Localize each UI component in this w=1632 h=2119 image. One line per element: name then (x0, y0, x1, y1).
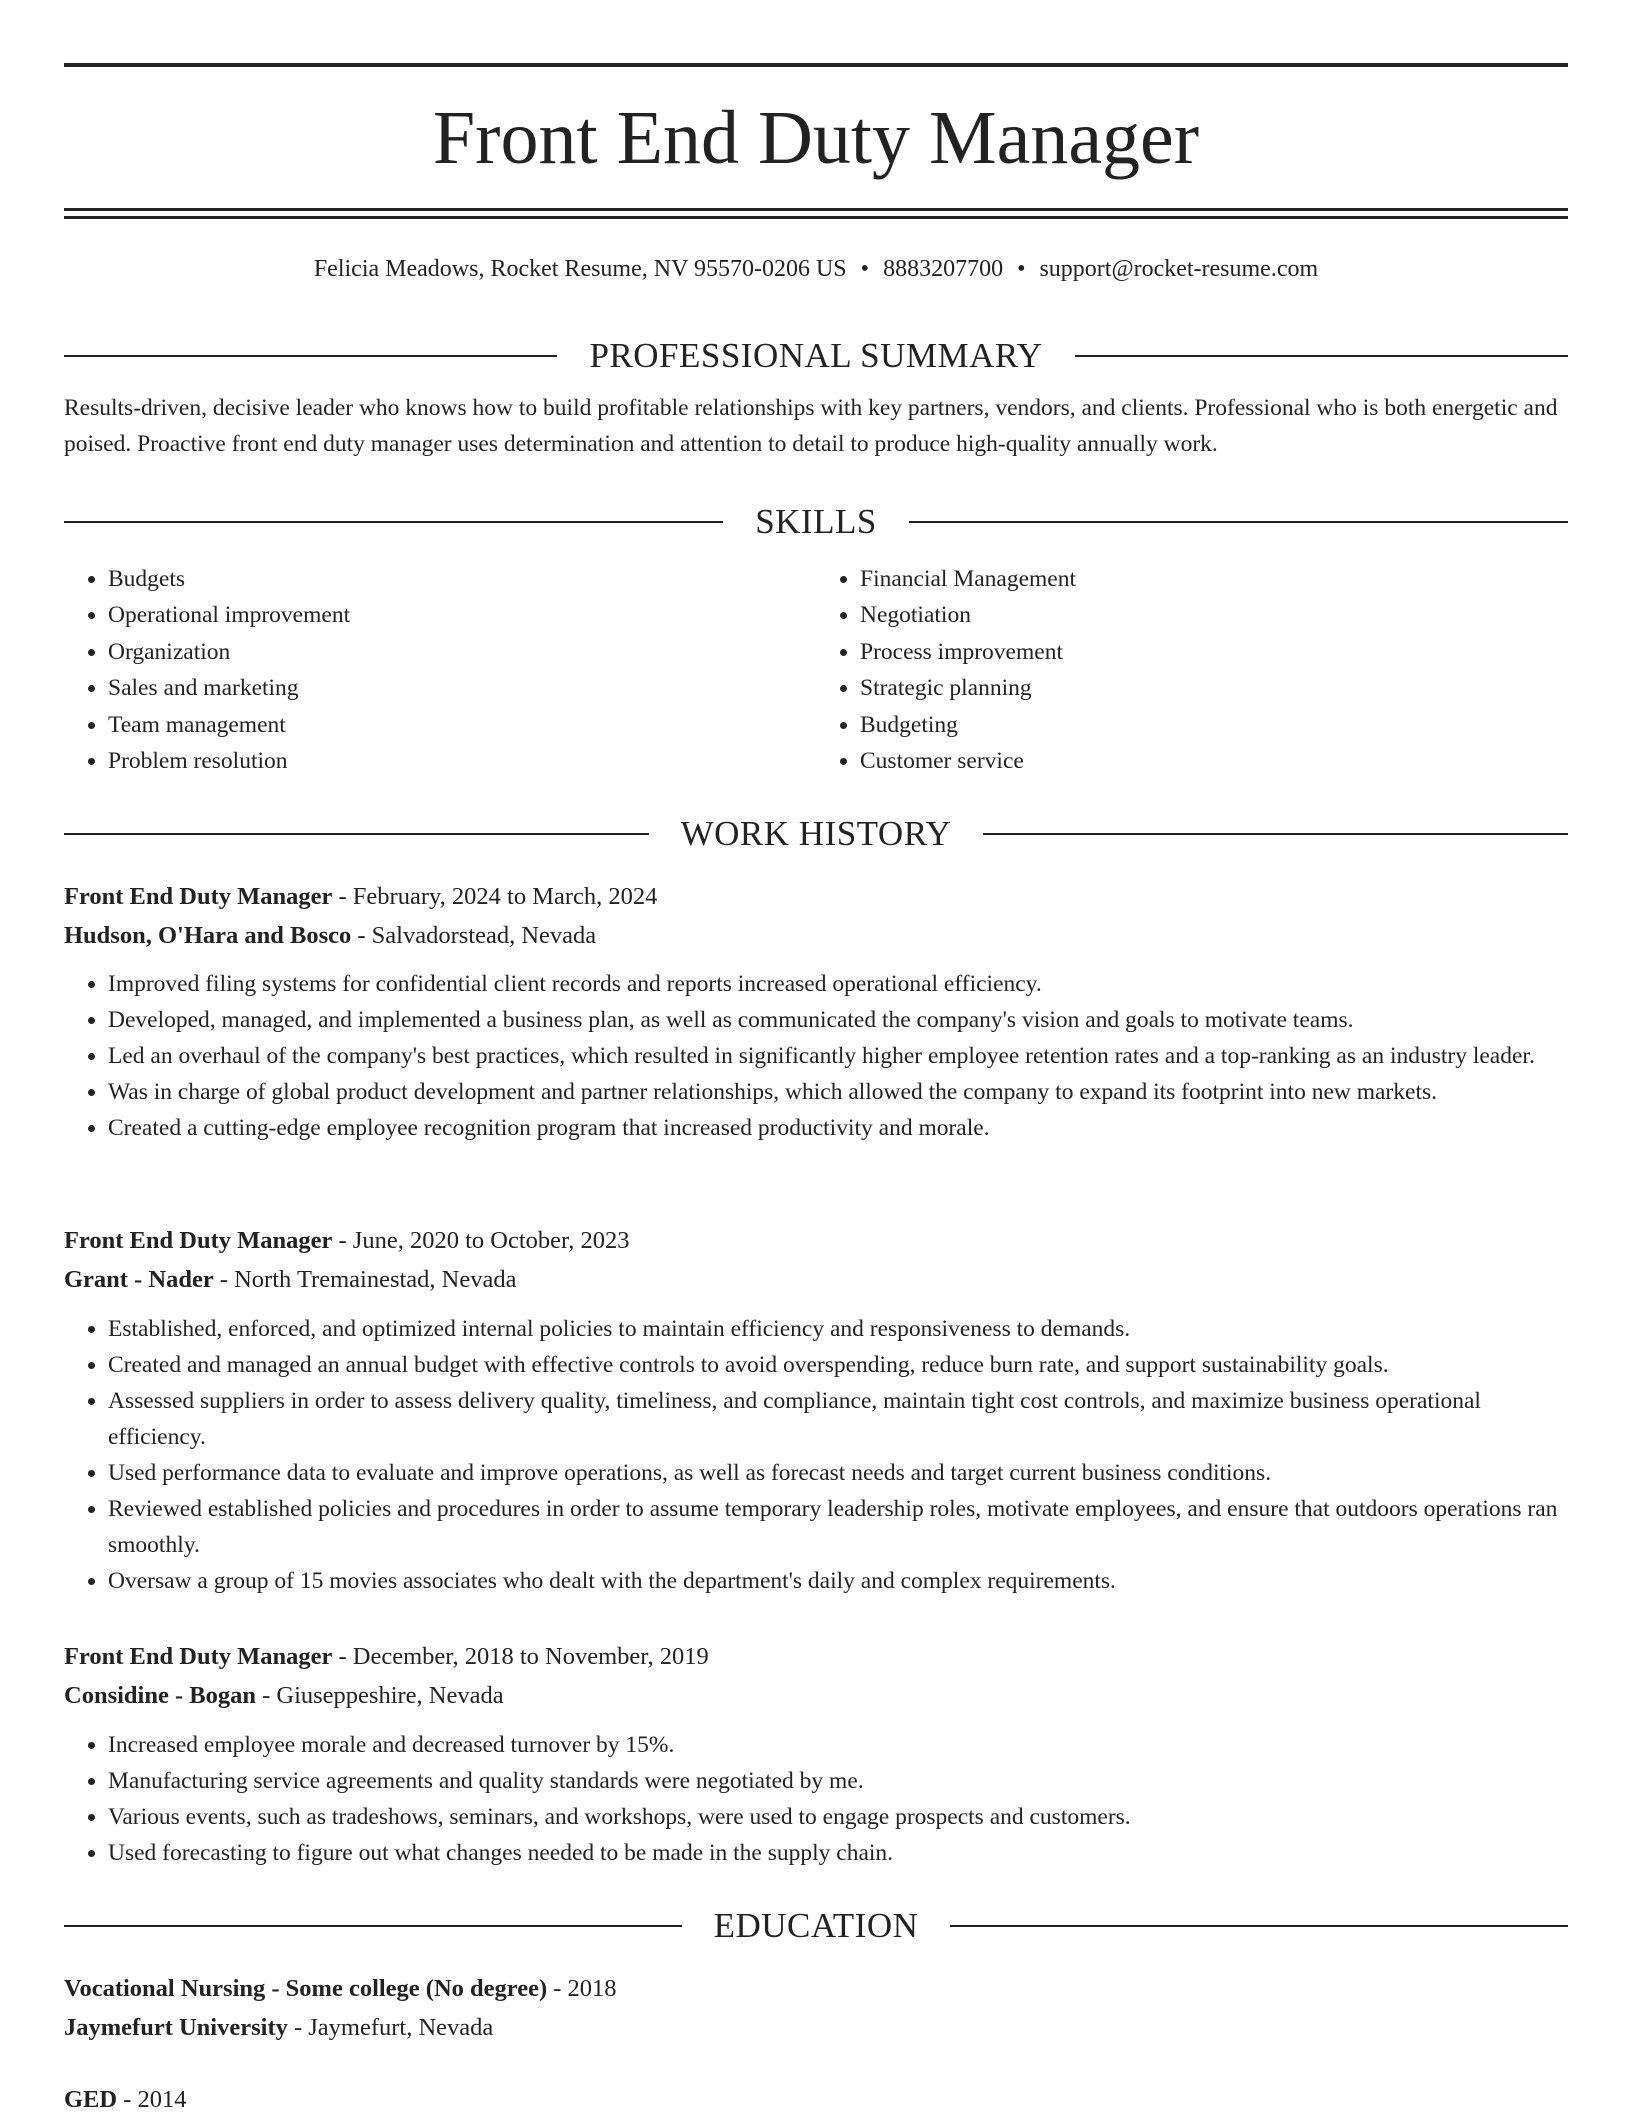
skills-heading: SKILLS (755, 502, 877, 541)
job-dates: - December, 2018 to November, 2019 (332, 1643, 709, 1670)
duty-item: • Established, enforced, and optimized internal policies to maintain efficiency and responsiveness to demands. (108, 1311, 1568, 1347)
skills-list-right (816, 561, 1568, 779)
summary-section (64, 334, 1568, 462)
job-dates: - February, 2024 to March, 2024 (332, 883, 658, 910)
duty-item: • Manufacturing service agreements and quality standards were negotiated by me. (108, 1763, 1568, 1799)
job-title: Front End Duty Manager (64, 1643, 333, 1670)
job-dates: - June, 2020 to October, 2023 (332, 1227, 630, 1254)
title-rule-top (64, 63, 1568, 67)
duty-item: • Was in charge of global product development and partner relationships, which allowed the company to expand its footprint into new markets. (108, 1074, 1568, 1110)
skill-item: • Budgets (108, 561, 816, 597)
job-title-line (64, 877, 1568, 916)
heading-rule (1075, 355, 1568, 357)
education-entry (64, 2080, 1568, 2119)
job-duties (64, 1727, 1568, 1871)
education-degree: Vocational Nursing - Some college (No degree) (64, 1975, 548, 2002)
education-degree-line (64, 2080, 1568, 2119)
duty-item: • Developed, managed, and implemented a business plan, as well as communicated the company's vision and goals to motivate teams. (108, 1002, 1568, 1038)
job-company-line (64, 1676, 1568, 1715)
title-rule-bottom-1 (64, 208, 1568, 211)
section-heading (64, 334, 1568, 378)
job-location: - North Tremainestad, Nevada (213, 1266, 517, 1293)
summary-text: Results-driven, decisive leader who knows how to build profitable relationships with key partners, vendors, and clients. Professional who is both energetic and poised. Proactive front end duty manager uses determination and attention to detail to produce high-quality annually work. (64, 395, 1558, 457)
skills-list-left (64, 561, 816, 779)
duty-item: • Oversaw a group of 15 movies associates who dealt with the department's daily and complex requirements. (108, 1563, 1568, 1599)
skill-item: • Budgeting (860, 707, 1568, 743)
skill-item: • Customer service (860, 743, 1568, 779)
education-year: - 2018 (547, 1975, 617, 2002)
bullet-separator: • (860, 256, 870, 282)
heading-rule (64, 833, 649, 835)
resume-title: Front End Duty Manager (432, 96, 1200, 180)
skills-columns (64, 561, 1568, 779)
heading-rule (64, 521, 723, 523)
education-school: Jaymefurt University (64, 2014, 288, 2041)
duty-item: • Used performance data to evaluate and improve operations, as well as forecast needs and target current business conditions. (108, 1455, 1568, 1491)
skill-item: • Strategic planning (860, 670, 1568, 706)
duty-item: • Improved filing systems for confidential client records and reports increased operational efficiency. (108, 966, 1568, 1002)
skill-item: • Financial Management (860, 561, 1568, 597)
duty-item: • Reviewed established policies and procedures in order to assume temporary leadership roles, motivate employees, and ensure that outdoors operations ran smoothly. (108, 1491, 1568, 1563)
work-history-heading: WORK HISTORY (680, 814, 952, 853)
heading-rule (950, 1925, 1568, 1927)
education-entry (64, 1969, 1568, 2047)
job-company: Hudson, O'Hara and Bosco (64, 922, 352, 949)
summary-heading: PROFESSIONAL SUMMARY (589, 336, 1043, 375)
heading-rule (64, 355, 557, 357)
section-heading (64, 500, 1568, 544)
education-heading: EDUCATION (713, 1906, 919, 1945)
education-section (64, 1904, 1568, 1948)
job-company: Considine - Bogan (64, 1682, 256, 1709)
job-company-line (64, 1260, 1568, 1299)
education-location: - Jaymefurt, Nevada (287, 2014, 494, 2041)
bullet-separator: • (1017, 256, 1026, 282)
skill-item: • Process improvement (860, 634, 1568, 670)
job-duties (64, 1311, 1568, 1599)
job-location: - Giuseppeshire, Nevada (255, 1682, 504, 1709)
education-year: - 2014 (117, 2086, 187, 2113)
skill-item: • Operational improvement (108, 597, 816, 633)
skill-item: • Problem resolution (108, 743, 816, 779)
duty-item: • Led an overhaul of the company's best practices, which resulted in significantly higher employee retention rates and a top-ranking as an industry leader. (108, 1038, 1568, 1074)
section-heading (64, 1904, 1568, 1948)
job-title: Front End Duty Manager (64, 1227, 333, 1254)
job-title: Front End Duty Manager (64, 883, 333, 910)
job-entry (64, 1221, 1568, 1599)
heading-rule (909, 521, 1568, 523)
duty-item: • Created and managed an annual budget with effective controls to avoid overspending, reduce burn rate, and support sustainability goals. (108, 1347, 1568, 1383)
section-heading (64, 812, 1568, 856)
contact-phone: 8883207700 (883, 256, 1004, 282)
duty-item: • Created a cutting-edge employee recognition program that increased productivity and morale. (108, 1110, 1568, 1146)
heading-rule (64, 1925, 682, 1927)
duty-item: • Used forecasting to figure out what changes needed to be made in the supply chain. (108, 1835, 1568, 1871)
job-entry (64, 877, 1568, 1146)
skill-item: • Sales and marketing (108, 670, 816, 706)
skill-item: • Team management (108, 707, 816, 743)
job-entry (64, 1637, 1568, 1871)
skill-item: • Negotiation (860, 597, 1568, 633)
duty-item: • Assessed suppliers in order to assess delivery quality, timeliness, and compliance, maintain tight cost controls, and maximize business operational efficiency. (108, 1383, 1568, 1455)
heading-rule (983, 833, 1568, 835)
title-rule-bottom-2 (64, 216, 1568, 219)
job-company-line (64, 916, 1568, 955)
duty-item: • Increased employee morale and decreased turnover by 15%. (108, 1727, 1568, 1763)
education-school-line (64, 2008, 1568, 2047)
education-degree: GED (64, 2086, 118, 2113)
contact-line (64, 252, 1568, 286)
skills-section (64, 500, 1568, 779)
duty-item: • Various events, such as tradeshows, seminars, and workshops, were used to engage prospects and customers. (108, 1799, 1568, 1835)
contact-address: Felicia Meadows, Rocket Resume, NV 95570-0206 US (313, 256, 847, 282)
skill-item: • Organization (108, 634, 816, 670)
education-degree-line (64, 1969, 1568, 2008)
job-duties (64, 966, 1568, 1146)
job-title-line (64, 1637, 1568, 1676)
job-title-line (64, 1221, 1568, 1260)
work-history-section (64, 812, 1568, 856)
job-company: Grant - Nader (64, 1266, 214, 1293)
contact-email: support@rocket-resume.com (1039, 256, 1319, 282)
job-location: - Salvadorstead, Nevada (351, 922, 597, 949)
